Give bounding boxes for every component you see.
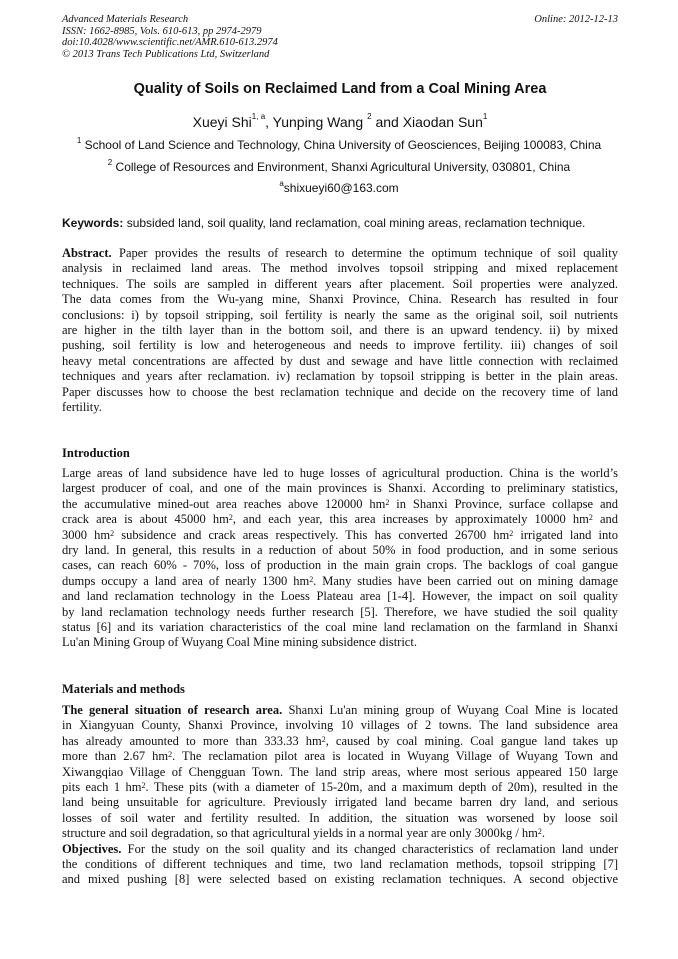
- journal-header: [62, 14, 618, 60]
- author-list: [62, 114, 618, 130]
- author-2: , Yunping Wang: [265, 114, 368, 130]
- doi-line: doi:10.4028/www.scientific.net/AMR.610-613.2974: [62, 37, 278, 48]
- methods-text: . These pits (with a diameter of 15-20m, and a maximum depth of 20m), resulted in the: [145, 779, 618, 794]
- affiliation-2: [40, 160, 638, 174]
- methods-line: [62, 826, 618, 841]
- abstract-line: techniques and years after reclamation. iv) reclamation by topsoil stripping is better in the plain areas.: [62, 369, 618, 384]
- superscript: 2: [110, 528, 115, 538]
- abstract-line: techniques. The soils are sampled in different years after placement. Soil properties were analyzed.: [62, 276, 618, 291]
- aff-1-text: School of Land Science and Technology, China University of Geosciences, Beijing 100083, China: [81, 138, 602, 152]
- author-3: and Xiaodan Sun: [371, 114, 483, 130]
- methods-line: the conditions of different techniques and time, two land reclamation methods, topsoil stripping [7]: [62, 856, 618, 871]
- intro-text: in Shanxi Province, surface collapse and: [389, 496, 618, 511]
- author-3-sup: 1: [482, 112, 488, 121]
- methods-line: [62, 842, 618, 857]
- methods-line: in Xiangyuan County, Shanxi Province, involving 10 villages of 2 towns. The land subsidence area: [62, 718, 618, 733]
- abstract-text: Paper provides the results of research to determine the optimum technique of soil quality: [111, 246, 618, 260]
- intro-line: dry land. In general, this results in a reduction of about 50% in food production, and in some serious: [62, 542, 618, 557]
- methods-line: losses of soil water and fertility resulted. In addition, the situation was worsened by loose soil: [62, 810, 618, 825]
- methods-line: [62, 734, 618, 749]
- abstract-line: The data comes from the Wu-yang mine, Shanxi Province, China. Research has resulted in four: [62, 292, 618, 307]
- methods-text: , caused by coal mining. Coal gangue land takes up: [325, 733, 618, 748]
- abstract-line: fertility.: [62, 399, 102, 414]
- author-1-sup: 1, a: [251, 112, 266, 121]
- intro-text: . Many studies have been carried out on mining damage: [313, 573, 618, 588]
- email-text: shixueyi60@163.com: [283, 181, 399, 195]
- aff-2-sup: 2: [107, 158, 113, 167]
- intro-line: Large areas of land subsidence have led to huge losses of agricultural production. China is the world’s: [62, 466, 618, 480]
- intro-text: the accumulative mined-out area reaches above 120000 hm: [62, 496, 386, 511]
- methods-body: [62, 703, 618, 888]
- intro-line: and land reclamation technology in the Loess Plateau area [1-4]. However, the impact on soil quality: [62, 589, 618, 604]
- abstract-line: [62, 246, 618, 261]
- intro-line: cases, can reach 60% - 70%, loss of production in the main grain crops. The backlogs of coal gangue: [62, 558, 618, 573]
- intro-line: largest producer of coal, and one of the main provinces is Shanxi. According to preliminary statistics,: [62, 481, 618, 496]
- paper-title: Quality of Soils on Reclaimed Land from a Coal Mining Area: [133, 81, 547, 97]
- section-heading-methods: Materials and methods: [62, 682, 185, 696]
- methods-line: Xiwangqiao Village of Chengguan Town. The land strip areas, where most serious appeared 150 large: [62, 764, 618, 779]
- abstract-label: Abstract.: [62, 246, 112, 260]
- subheading-objectives: Objectives.: [62, 841, 122, 856]
- superscript: 2: [537, 827, 542, 837]
- journal-name: Advanced Materials Research: [62, 14, 189, 25]
- superscript: 2: [509, 528, 514, 538]
- abstract-line: are higher in the tilth layer than in the bottom soil, and there is an upward tendency. ii) by mixed: [62, 322, 618, 337]
- abstract-line: Paper discusses how to choose the best reclamation technique and decide on the recovery time of land: [62, 384, 618, 399]
- methods-text: For the study on the soil quality and its changed characteristics of reclamation land under: [121, 841, 618, 856]
- methods-text: more than 2.67 hm: [62, 749, 169, 764]
- keywords-label: Keywords:: [62, 216, 124, 230]
- abstract-line: conclusions: i) by topsoil stripping, soil fertility is nearly the same as the original soil, soil nutrients: [62, 307, 618, 322]
- intro-line: Lu'an Mining Group of Wuyang Coal Mine mining subsidence district.: [62, 635, 417, 650]
- intro-text: 3000 hm: [62, 527, 111, 542]
- abstract-line: analysis in reclaimed land areas. The method involves topsoil stripping and mixed replacement: [62, 261, 618, 276]
- email-sup: a: [279, 179, 284, 188]
- intro-text: , and each year, this area increases by approximately 10000 hm: [232, 512, 589, 527]
- aff-2-text: College of Resources and Environment, Shanxi Agricultural University, 030801, China: [112, 160, 571, 174]
- methods-text: Shanxi Lu'an mining group of Wuyang Coal Mine is located: [282, 703, 618, 717]
- superscript: 2: [168, 750, 173, 760]
- intro-text: dumps occupy a land area of nearly 1300 hm: [62, 573, 310, 588]
- section-heading-introduction: Introduction: [62, 446, 130, 460]
- abstract-line: heavy metal concentrations are affected by dust and sewage and have little connection with reclaimed: [62, 353, 618, 368]
- intro-line: [62, 528, 618, 543]
- methods-text: .: [541, 826, 546, 841]
- author-email: [40, 181, 638, 195]
- intro-line: [62, 574, 618, 589]
- intro-line: by land reclamation technology needs further research [5]. Therefore, we have studied the soil quality: [62, 604, 618, 619]
- subheading-research-area: The general situation of research area.: [62, 703, 283, 717]
- methods-line: [62, 749, 618, 764]
- keywords-text: subsided land, soil quality, land reclamation, coal mining areas, reclamation technique.: [123, 216, 586, 230]
- author-2-sup: 2: [367, 112, 372, 121]
- intro-text: and: [592, 512, 618, 527]
- superscript: 2: [321, 734, 326, 744]
- intro-line: status [6] and its variation characteristics of the coal mine land reclamation on the farmland in Shanxi: [62, 619, 618, 634]
- intro-text: subsidence and crack areas respectively. This has converted 26700 hm: [114, 527, 510, 542]
- methods-line: land being unsuitable for agriculture. Previously irrigated land became barren dry land, and serious: [62, 795, 618, 810]
- methods-line: and mixed pushing [8] were selected based on existing reclamation techniques. A second objective: [62, 872, 618, 887]
- author-1: Xueyi Shi: [192, 114, 252, 130]
- keywords: [62, 216, 618, 230]
- superscript: 2: [228, 513, 233, 523]
- methods-text: . The reclamation pilot area is located in Wuyang Village of Wuyang Town and: [172, 749, 618, 764]
- issn-line: ISSN: 1662-8985, Vols. 610-613, pp 2974-2979: [62, 25, 262, 37]
- copyright-line: © 2013 Trans Tech Publications Ltd, Switzerland: [62, 48, 270, 60]
- intro-line: [62, 497, 618, 512]
- methods-text: has already amounted to more than 333.33 hm: [62, 733, 322, 748]
- methods-text: pits each 1 hm: [62, 779, 142, 794]
- introduction-body: [62, 466, 618, 651]
- intro-text: irrigated land into: [513, 527, 618, 542]
- superscript: 2: [309, 574, 314, 584]
- abstract-line: pushing, soil fertility is low and heterogeneous and needs to improve fertility. iii) changes of soil: [62, 338, 618, 353]
- intro-text: crack area is about 45000 hm: [62, 512, 229, 527]
- intro-line: [62, 512, 618, 527]
- superscript: 2: [141, 780, 146, 790]
- superscript: 2: [588, 513, 593, 523]
- methods-text: structure and soil degradation, so that agricultural yields in a normal year are only 3000kg / hm: [62, 826, 538, 841]
- methods-line: [62, 780, 618, 795]
- online-date: Online: 2012-12-13: [534, 14, 618, 25]
- affiliation-1: [40, 138, 638, 152]
- superscript: 2: [385, 497, 390, 507]
- abstract: [62, 246, 618, 415]
- methods-line: [62, 703, 618, 718]
- aff-1-sup: 1: [76, 136, 82, 145]
